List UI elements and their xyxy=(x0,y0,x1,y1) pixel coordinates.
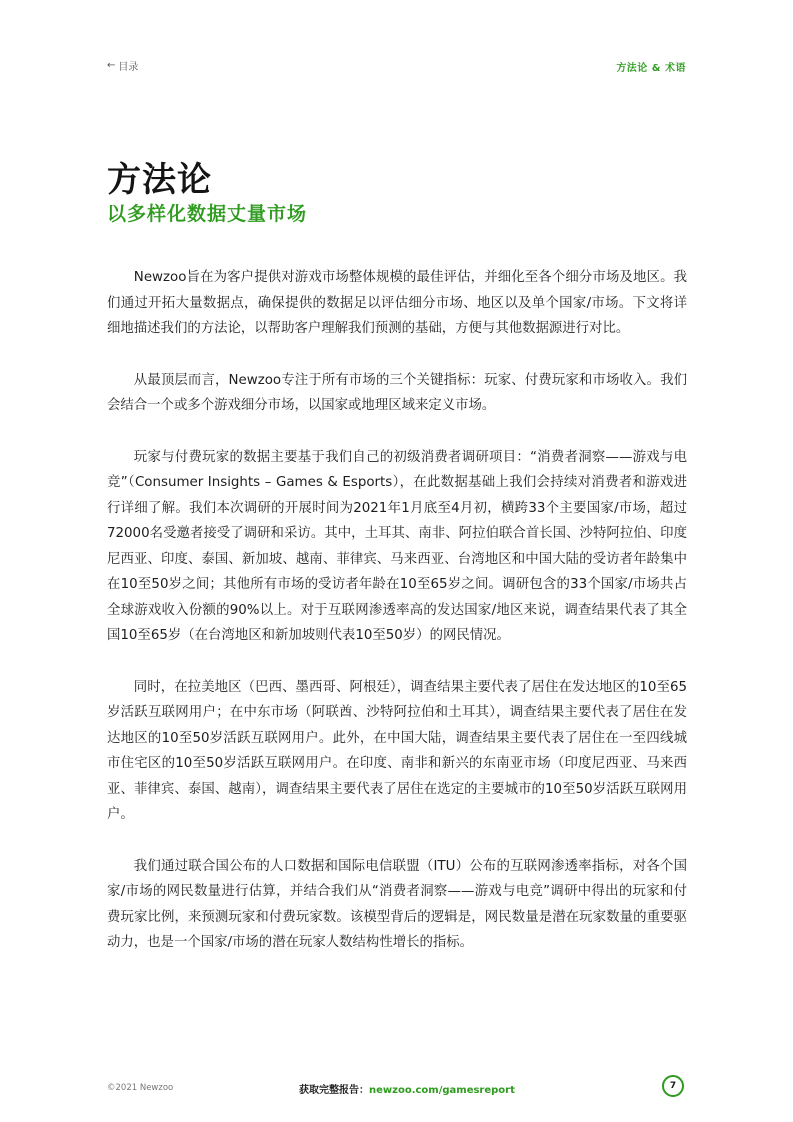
paragraph-2: 从最顶层而言，Newzoo专注于所有市场的三个关键指标：玩家、付费玩家和市场收入。我们会结合一个或多个游戏细分市场，以国家或地理区域来定义市场。 xyxy=(107,372,687,413)
page-number: 7 xyxy=(669,1081,677,1091)
paragraph-1: Newzoo旨在为客户提供对游戏市场整体规模的最佳评估，并细化至各个细分市场及地区。我们通过开拓大量数据点，确保提供的数据足以评估细分市场、地区以及单个国家/市场。下文将详细地描述我们的方法论，以帮助客户理解我们预测的基础，方便与其他数据源进行对比。 xyxy=(107,270,687,336)
page-number-badge xyxy=(662,1075,684,1097)
paragraph-3: 玩家与付费玩家的数据主要基于我们自己的初级消费者调研项目：“消费者洞察——游戏与电竞”（Consumer Insights – Games & Esports），在此数据基础上我们会持续对消费者和游戏进行详细了解。我们本次调研的开展时间为2021年1月底至4月初，横跨33个主要国家/市场，超过72000名受邀者接受了调研和采访。其中，土耳其、南非、阿拉伯联合首长国、沙特阿拉伯、印度尼西亚、印度、泰国、新加坡、越南、菲律宾、马来西亚、台湾地区和中国大陆的受访者年龄集中在10至50岁之间；其他所有市场的受访者年龄在10至65岁之间。调研包含的33个国家/市场共占全球游戏收入份额的90%以上。对于互联网渗透率高的发达国家/地区来说，调查结果代表了其全国10至65岁（在台湾地区和新加坡则代表10至50岁）的网民情况。 xyxy=(107,449,687,643)
copyright: ©2021 Newzoo xyxy=(107,1083,174,1093)
report-prefix: 获取完整报告： xyxy=(299,1085,369,1096)
paragraph-4: 同时，在拉美地区（巴西、墨西哥、阿根廷），调查结果主要代表了居住在发达地区的10至65岁活跃互联网用户；在中东市场（阿联酋、沙特阿拉伯和土耳其），调查结果主要代表了居住在发达地区的10至50岁活跃互联网用户。此外，在中国大陆，调查结果主要代表了居住在一至四线城市住宅区的10至50岁活跃互联网用户。在印度、南非和新兴的东南亚市场（印度尼西亚、马来西亚、菲律宾、泰国、越南），调查结果主要代表了居住在选定的主要城市的10至50岁活跃互联网用户。 xyxy=(107,679,687,822)
report-cta xyxy=(299,1081,515,1096)
section-label: 方法论 & 术语 xyxy=(616,63,686,74)
toc-link[interactable] xyxy=(107,58,138,73)
page-title: 方法论 xyxy=(107,160,212,200)
paragraph-5: 我们通过联合国公布的人口数据和国际电信联盟（ITU）公布的互联网渗透率指标，对各个国家/市场的网民数量进行估算，并结合我们从“消费者洞察——游戏与电竞”调研中得出的玩家和付费玩家比例，来预测玩家和付费玩家数。该模型背后的逻辑是，网民数量是潜在玩家数量的重要驱动力，也是一个国家/市场的潜在玩家人数结构性增长的指标。 xyxy=(107,858,687,950)
back-arrow-icon: ← xyxy=(107,60,116,71)
body-text xyxy=(107,265,687,982)
toc-link-label: 目录 xyxy=(118,62,139,73)
page-subtitle: 以多样化数据丈量市场 xyxy=(107,203,308,225)
report-link[interactable]: newzoo.com/gamesreport xyxy=(369,1085,515,1096)
